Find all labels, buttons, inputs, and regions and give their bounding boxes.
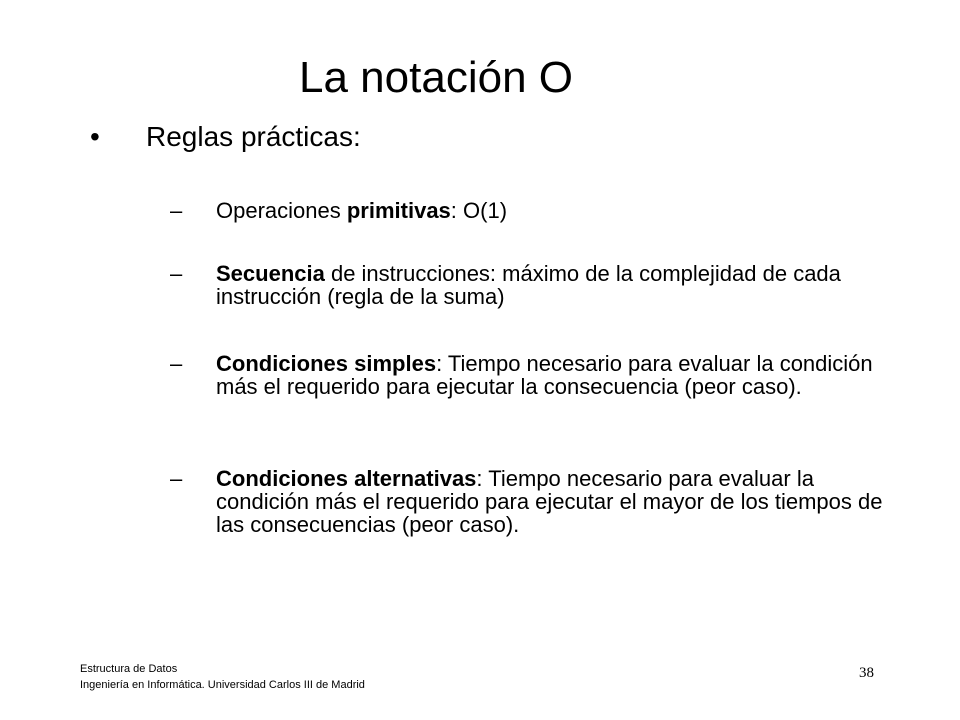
slide-title: La notación O [299, 53, 573, 102]
dash-icon: – [170, 198, 183, 223]
text-run-bold: primitivas [346, 198, 451, 223]
sub-item-text [216, 262, 910, 308]
bullet-icon: • [90, 121, 100, 152]
sub-item-text [216, 199, 910, 222]
text-run-bold: Condiciones simples [216, 351, 437, 376]
text-run: : O(1) [450, 198, 508, 223]
sub-item-text [216, 467, 910, 536]
sub-item-simple-conditions [170, 352, 910, 398]
dash-icon: – [170, 466, 183, 491]
sub-item-text [216, 352, 910, 398]
text-run: : Tiempo necesario para evaluar la condición más el requerido para ejecutar el mayor de los tiempos de las consecuencias (peor caso). [216, 466, 883, 537]
dash-icon: – [170, 351, 183, 376]
footer-course: Estructura de Datos [80, 663, 178, 675]
sub-item-primitive-operations [170, 199, 910, 222]
sub-item-alternative-conditions [170, 467, 910, 536]
text-run-bold: Secuencia [216, 261, 325, 286]
text-run-bold: Condiciones alternativas [216, 466, 477, 491]
main-bullet-text: Reglas prácticas: [146, 121, 361, 152]
footer-university: Ingeniería en Informática. Universidad Carlos III de Madrid [80, 679, 365, 691]
text-run: Operaciones [216, 198, 347, 223]
dash-icon: – [170, 261, 183, 286]
sub-item-sequence [170, 262, 910, 308]
page-number: 38 [859, 665, 874, 681]
footer [80, 661, 365, 693]
text-run: : Tiempo necesario para evaluar la condición más el requerido para ejecutar la consecuencia (peor caso). [216, 351, 873, 399]
text-run: de instrucciones: máximo de la complejidad de cada instrucción (regla de la suma) [216, 261, 841, 309]
